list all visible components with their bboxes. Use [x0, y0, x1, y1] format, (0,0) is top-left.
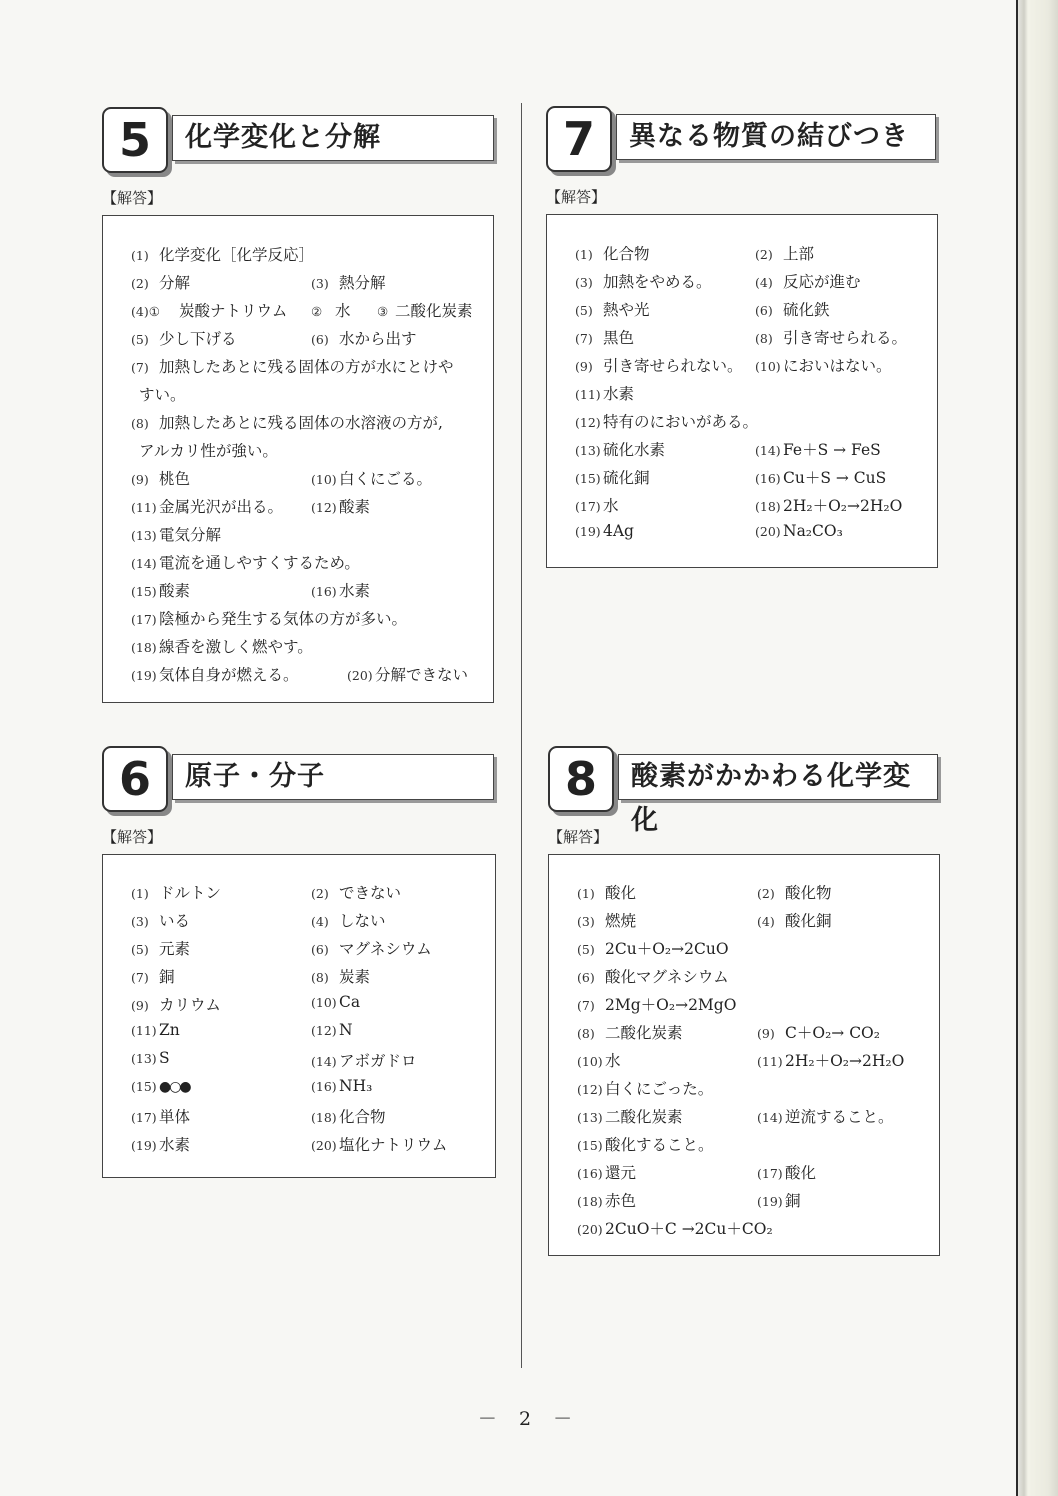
item-answer: 銅	[159, 968, 175, 986]
answer-row	[131, 495, 483, 523]
item-label: (19)	[757, 1194, 783, 1209]
item-label: (3)	[577, 914, 595, 929]
item-answer: 酸化	[785, 1164, 817, 1182]
answer-row	[575, 494, 927, 522]
item-label: (14)	[755, 443, 781, 458]
item-answer: N	[339, 1021, 353, 1039]
item-label: (12)	[311, 1023, 337, 1038]
section-number: 7	[546, 106, 612, 172]
page-number: － 2 －	[477, 1408, 581, 1430]
answer-row	[575, 410, 927, 438]
item-label: (18)	[755, 499, 781, 514]
item-answer: 二酸化炭素	[395, 302, 473, 320]
item-label: (13)	[131, 528, 157, 543]
item-label: (19)	[131, 1138, 157, 1153]
answer-row-continued	[131, 383, 483, 411]
item-label: (11)	[575, 387, 601, 402]
answer-row	[577, 1077, 929, 1105]
item-label: (6)	[311, 332, 329, 347]
item-label: (15)	[131, 584, 157, 599]
answer-box	[102, 215, 494, 703]
column-divider	[521, 103, 522, 1368]
item-label: (17)	[131, 612, 157, 627]
item-answer: 化学変化［化学反応］	[159, 246, 315, 264]
answer-label: 【解答】	[546, 188, 607, 206]
item-label: (11)	[757, 1054, 783, 1069]
item-answer: 硫化銅	[603, 469, 650, 487]
item-answer: 4Ag	[603, 522, 634, 540]
answer-row	[577, 1161, 929, 1189]
item-answer: 白くにごる。	[339, 470, 433, 488]
answer-row	[577, 965, 929, 993]
item-answer: 銅	[785, 1192, 801, 1210]
item-answer: Na₂CO₃	[783, 522, 843, 540]
item-label: (13)	[577, 1110, 603, 1125]
item-label: (5)	[577, 942, 595, 957]
answer-row	[131, 1049, 485, 1077]
item-label: (18)	[577, 1194, 603, 1209]
answer-label: 【解答】	[102, 828, 163, 846]
item-answer: 線香を激しく燃やす。	[159, 638, 313, 656]
answer-row	[131, 607, 483, 635]
answer-row	[131, 881, 485, 909]
section-number: 8	[548, 746, 614, 812]
answer-row	[577, 937, 929, 965]
item-answer: 酸化すること。	[605, 1136, 714, 1154]
item-answer: 塩化ナトリウム	[339, 1136, 448, 1154]
item-answer: 炭酸ナトリウム	[179, 302, 288, 320]
answer-row	[575, 438, 927, 466]
item-label: (12)	[577, 1082, 603, 1097]
item-answer: アボガドロ	[339, 1052, 417, 1070]
item-label: (14)	[757, 1110, 783, 1125]
item-label: (5)	[575, 303, 593, 318]
item-label: (13)	[131, 1051, 157, 1066]
item-answer: 少し下げる	[159, 330, 237, 348]
item-answer: 引き寄せられる。	[783, 329, 908, 347]
answer-row	[131, 937, 485, 965]
item-answer: しない	[339, 912, 386, 930]
answer-row	[131, 1021, 485, 1049]
item-answer: マグネシウム	[339, 940, 432, 958]
item-label: (20)	[347, 668, 373, 683]
item-answer: 元素	[159, 940, 191, 958]
item-answer: 還元	[605, 1164, 637, 1182]
item-label: ③	[377, 304, 389, 319]
item-label: (7)	[575, 331, 593, 346]
item-label: (18)	[311, 1110, 337, 1125]
item-answer: 水素	[339, 582, 371, 600]
item-answer: 黒色	[603, 329, 635, 347]
item-answer: 単体	[159, 1108, 191, 1126]
item-answer: 炭素	[339, 968, 371, 986]
item-label: (6)	[755, 303, 773, 318]
answer-row	[575, 298, 927, 326]
item-label: (15)	[575, 471, 601, 486]
item-answer: 金属光沢が出る。	[159, 498, 284, 516]
item-label: (12)	[311, 500, 337, 515]
section-number: 6	[102, 746, 168, 812]
item-label: (8)	[131, 416, 149, 431]
answer-row	[577, 881, 929, 909]
item-answer: S	[159, 1049, 170, 1067]
answer-row	[131, 551, 483, 579]
answer-row	[131, 299, 483, 327]
item-answer: 燃焼	[605, 912, 637, 930]
item-label: (9)	[757, 1026, 775, 1041]
item-label: (2)	[131, 276, 149, 291]
item-label: (17)	[575, 499, 601, 514]
item-answer: 陰極から発生する気体の方が多い。	[159, 610, 408, 628]
item-label: (7)	[577, 998, 595, 1013]
item-answer: 水素	[159, 1136, 191, 1154]
item-answer: 酸化	[605, 884, 637, 902]
item-answer: C＋O₂→ CO₂	[785, 1024, 880, 1042]
item-answer: 熱分解	[339, 274, 386, 292]
section-title: 化学変化と分解	[172, 115, 494, 161]
item-answer: 酸化マグネシウム	[605, 968, 729, 986]
item-label: (2)	[757, 886, 775, 901]
item-label: (4)	[757, 914, 775, 929]
item-label: (9)	[575, 359, 593, 374]
section-title: 異なる物質の結びつき	[616, 114, 936, 160]
item-answer: 2H₂＋O₂→2H₂O	[785, 1052, 905, 1070]
answer-row	[131, 243, 483, 271]
item-answer: Zn	[159, 1021, 180, 1039]
answer-label: 【解答】	[548, 828, 609, 846]
item-label: (4)①	[131, 304, 160, 319]
answer-row	[131, 965, 485, 993]
item-label: (20)	[577, 1222, 603, 1237]
item-label: (3)	[575, 275, 593, 290]
item-label: (11)	[131, 1023, 157, 1038]
item-answer: 2H₂＋O₂→2H₂O	[783, 497, 903, 515]
answer-row	[131, 327, 483, 355]
answer-row	[577, 1049, 929, 1077]
item-answer: 酸化銅	[785, 912, 832, 930]
answer-row-continued	[131, 439, 483, 467]
item-label: (15)	[577, 1138, 603, 1153]
item-answer: カリウム	[159, 996, 221, 1014]
section-number: 5	[102, 107, 168, 173]
answer-row	[131, 909, 485, 937]
section-header	[548, 746, 938, 836]
item-label: (17)	[757, 1166, 783, 1181]
item-answer: 2CuO＋C →2Cu＋CO₂	[605, 1220, 773, 1238]
item-answer: できない	[339, 884, 402, 902]
item-answer: 2Cu＋O₂→2CuO	[605, 940, 729, 958]
item-label: (16)	[755, 471, 781, 486]
item-label: (9)	[131, 998, 149, 1013]
item-answer: 分解できない	[375, 666, 469, 684]
item-answer: 酸素	[159, 582, 191, 600]
item-label: (19)	[131, 668, 157, 683]
item-answer: 桃色	[159, 470, 191, 488]
answer-row	[131, 1077, 485, 1105]
answer-row	[575, 522, 927, 550]
answer-box	[102, 854, 496, 1178]
answer-row	[575, 466, 927, 494]
item-answer: 特有のにおいがある。	[603, 413, 759, 431]
item-answer: 赤色	[605, 1192, 637, 1210]
answer-row	[575, 270, 927, 298]
item-answer: 引き寄せられない。	[603, 357, 743, 375]
item-label: (6)	[577, 970, 595, 985]
item-answer: 上部	[783, 245, 815, 263]
item-answer: 分解	[159, 274, 191, 292]
item-label: (7)	[131, 360, 149, 375]
answer-row	[577, 1021, 929, 1049]
item-label: (10)	[577, 1054, 603, 1069]
item-answer: 気体自身が燃える。	[159, 666, 299, 684]
item-answer: Fe＋S → FeS	[783, 441, 881, 459]
item-label: (16)	[311, 1079, 337, 1094]
item-label: (8)	[311, 970, 329, 985]
item-answer: 水から出す	[339, 330, 417, 348]
item-answer: 加熱したあとに残る固体の方が水にとけや	[159, 358, 454, 376]
section-header	[102, 746, 494, 812]
book-page-edge	[1018, 0, 1058, 1496]
item-answer: 酸化物	[785, 884, 832, 902]
item-answer: 化合物	[603, 245, 650, 263]
molecule-dots-icon: ●○●	[159, 1079, 190, 1095]
answer-row	[131, 271, 483, 299]
item-answer: 加熱をやめる。	[603, 273, 712, 291]
item-label: (12)	[575, 415, 601, 430]
item-answer: ドルトン	[159, 884, 222, 902]
item-answer: いる	[159, 912, 191, 930]
answer-row	[577, 1133, 929, 1161]
answer-row	[577, 1105, 929, 1133]
item-answer: 二酸化炭素	[605, 1108, 683, 1126]
item-label: (1)	[575, 247, 593, 262]
answer-row	[131, 1105, 485, 1133]
item-answer: 熱や光	[603, 301, 650, 319]
item-label: (19)	[575, 524, 601, 539]
item-label: (7)	[131, 970, 149, 985]
item-label: (8)	[755, 331, 773, 346]
item-answer: 二酸化炭素	[605, 1024, 683, 1042]
item-answer: Cu＋S → CuS	[783, 469, 887, 487]
item-answer: 水	[335, 302, 351, 320]
item-answer-continued: すい。	[139, 386, 186, 404]
answer-row	[131, 467, 483, 495]
section-title: 酸素がかかわる化学変化	[618, 754, 938, 800]
item-answer: 酸素	[339, 498, 371, 516]
section-header	[546, 106, 936, 172]
answer-label: 【解答】	[102, 189, 163, 207]
item-label: (3)	[311, 276, 329, 291]
item-answer: 水	[605, 1052, 621, 1070]
item-label: (5)	[131, 942, 149, 957]
item-answer: NH₃	[339, 1077, 373, 1095]
answer-row	[131, 411, 483, 439]
answer-row	[575, 354, 927, 382]
item-label: (1)	[577, 886, 595, 901]
item-label: (9)	[131, 472, 149, 487]
answer-row	[577, 1189, 929, 1217]
item-label: (4)	[311, 914, 329, 929]
item-label: (15)	[131, 1079, 157, 1094]
item-label: (11)	[131, 500, 157, 515]
item-answer: 加熱したあとに残る固体の水溶液の方が,	[159, 414, 443, 432]
item-answer: 硫化鉄	[783, 301, 830, 319]
item-label: (10)	[311, 472, 337, 487]
item-label: ②	[311, 304, 323, 319]
item-answer: 反応が進む	[783, 273, 861, 291]
answer-row	[575, 382, 927, 410]
item-label: (6)	[311, 942, 329, 957]
answer-row	[575, 242, 927, 270]
answer-row	[131, 993, 485, 1021]
item-answer: 化合物	[339, 1108, 386, 1126]
item-answer: 白くにごった。	[605, 1080, 714, 1098]
item-answer: 電気分解	[159, 526, 222, 544]
section-title: 原子・分子	[172, 754, 494, 800]
section-header	[102, 107, 494, 173]
item-label: (3)	[131, 914, 149, 929]
item-label: (18)	[131, 640, 157, 655]
item-label: (8)	[577, 1026, 595, 1041]
item-answer: 逆流すること。	[785, 1108, 894, 1126]
item-answer: 水素	[603, 385, 635, 403]
item-answer-continued: アルカリ性が強い。	[139, 442, 278, 460]
item-label: (20)	[311, 1138, 337, 1153]
answer-row	[131, 355, 483, 383]
answer-box	[546, 214, 938, 568]
answer-row	[131, 1133, 485, 1161]
item-label: (2)	[311, 886, 329, 901]
answer-row	[577, 1217, 929, 1245]
answer-row	[577, 909, 929, 937]
item-label: (2)	[755, 247, 773, 262]
item-label: (17)	[131, 1110, 157, 1125]
item-label: (10)	[755, 359, 781, 374]
item-answer: においはない。	[783, 357, 892, 375]
item-answer: 硫化水素	[603, 441, 666, 459]
item-label: (13)	[575, 443, 601, 458]
item-label: (16)	[311, 584, 337, 599]
item-label: (20)	[755, 524, 781, 539]
item-answer: Ca	[339, 993, 361, 1011]
answer-row	[131, 663, 483, 691]
answer-row	[575, 326, 927, 354]
item-label: (16)	[577, 1166, 603, 1181]
answer-box	[548, 854, 940, 1256]
item-answer: 水	[603, 497, 619, 515]
answer-row	[131, 523, 483, 551]
item-label: (14)	[311, 1054, 337, 1069]
item-label: (1)	[131, 248, 149, 263]
item-answer: 電流を通しやすくするため。	[159, 554, 360, 572]
answer-row	[131, 579, 483, 607]
answer-row	[577, 993, 929, 1021]
item-label: (1)	[131, 886, 149, 901]
item-answer: 2Mg＋O₂→2MgO	[605, 996, 737, 1014]
item-label: (4)	[755, 275, 773, 290]
item-label: (10)	[311, 995, 337, 1010]
item-label: (5)	[131, 332, 149, 347]
answer-row	[131, 635, 483, 663]
item-label: (14)	[131, 556, 157, 571]
